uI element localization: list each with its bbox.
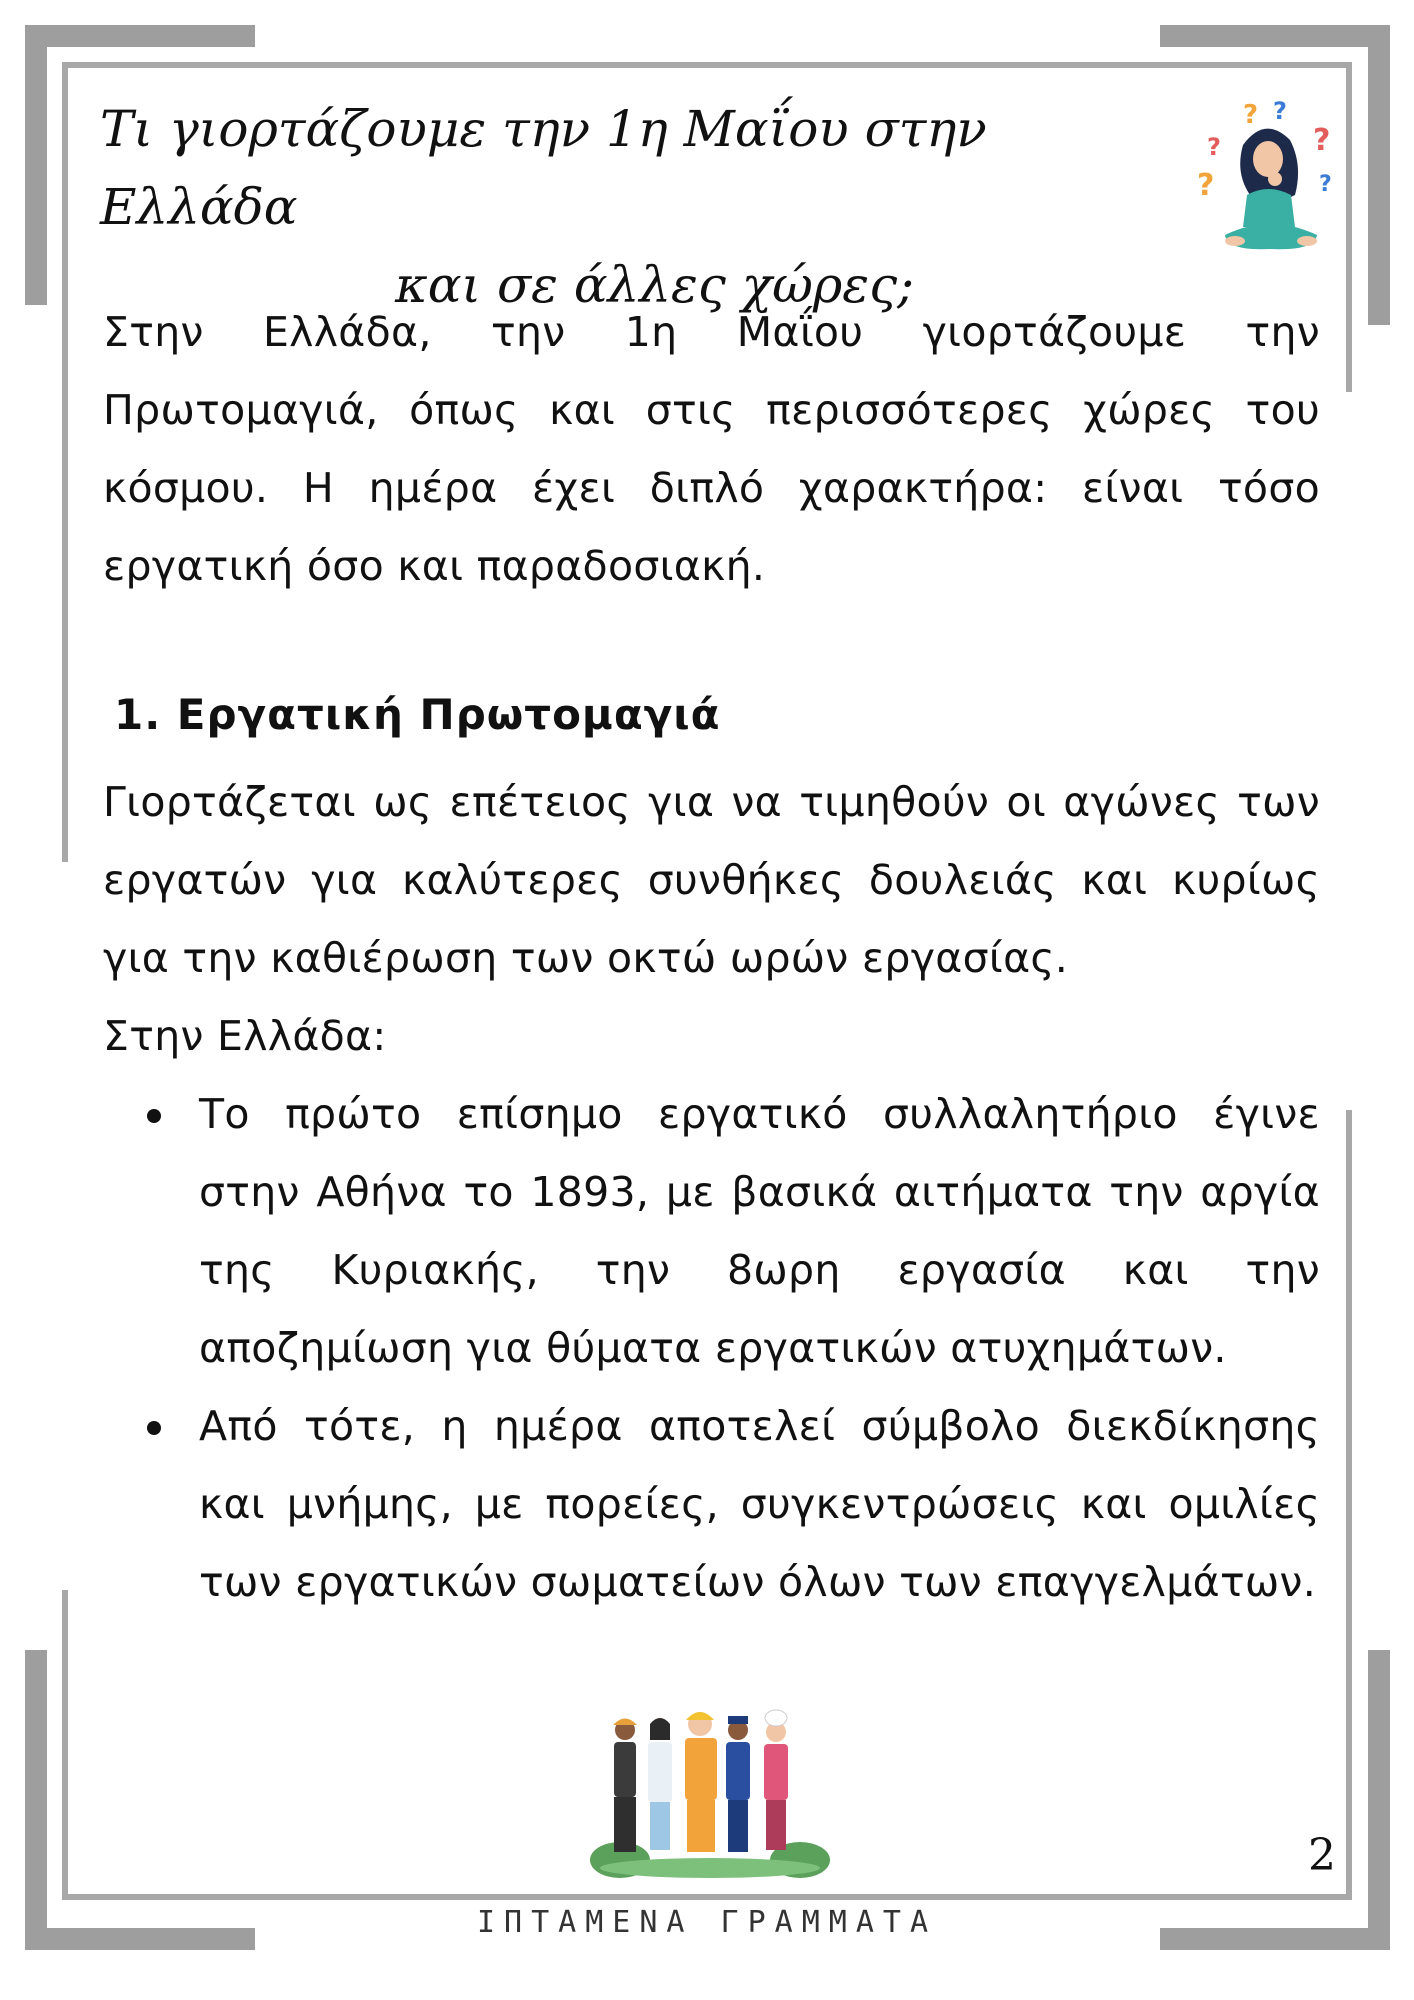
svg-text:?: ? [1197,168,1215,203]
page-title [90,90,1200,324]
title-line-2: και σε άλλες χώρες; [395,256,914,314]
svg-text:?: ? [1243,100,1259,130]
section-text: Γιορτάζεται ως επέτειος για να τιμηθούν οι αγώνες των εργατών για καλύτερες συνθήκες δουλειάς και κυρίως για την καθιέρωση των οκτώ ωρών εργασίας. [103,778,1320,982]
workers-group-illustration-icon [590,1700,830,1880]
bullet-icon [147,1109,161,1123]
bullet-list [103,1075,1320,1621]
svg-text:?: ? [1273,97,1287,125]
svg-text:?: ? [1207,133,1221,161]
intro-paragraph: Στην Ελλάδα, την 1η Μαΐου γιορτάζουμε την Πρωτομαγιά, όπως και στις περισσότερες χώρες του κόσμου. Η ημέρα έχει διπλό χαρακτήρα: είναι τόσο εργατική όσο και παραδοσιακή. [103,308,1320,590]
list-item [103,1387,1320,1621]
list-item [103,1075,1320,1387]
svg-text:?: ? [1313,123,1331,158]
footer-brand: ΙΠΤΑΜΕΝΑ ΓΡΑΜΜΑΤΑ [476,1905,938,1940]
bullet-icon [147,1421,161,1435]
thinking-girl-illustration-icon [1195,95,1345,255]
section-lead: Στην Ελλάδα: [103,1012,387,1060]
page-number: 2 [1308,1830,1336,1881]
title-line-1: Τι γιορτάζουμε την 1η Μαΐου στην Ελλάδα [100,100,987,236]
section-heading: 1. Εργατική Πρωτομαγιά [114,690,721,739]
section-paragraph [103,763,1320,1075]
bullet-text: Από τότε, η ημέρα αποτελεί σύμβολο διεκδίκησης και μνήμης, με πορείες, συγκεντρώσεις και ομιλίες των εργατικών σωματείων όλων των επαγγελμάτων. [199,1402,1320,1606]
bullet-text: Το πρώτο επίσημο εργατικό συλλαλητήριο έγινε στην Αθήνα το 1893, με βασικά αιτήματα την αργία της Κυριακής, την 8ωρη εργασία και την αποζημίωση για θύματα εργατικών ατυχημάτων. [199,1090,1320,1372]
svg-text:?: ? [1319,172,1332,197]
